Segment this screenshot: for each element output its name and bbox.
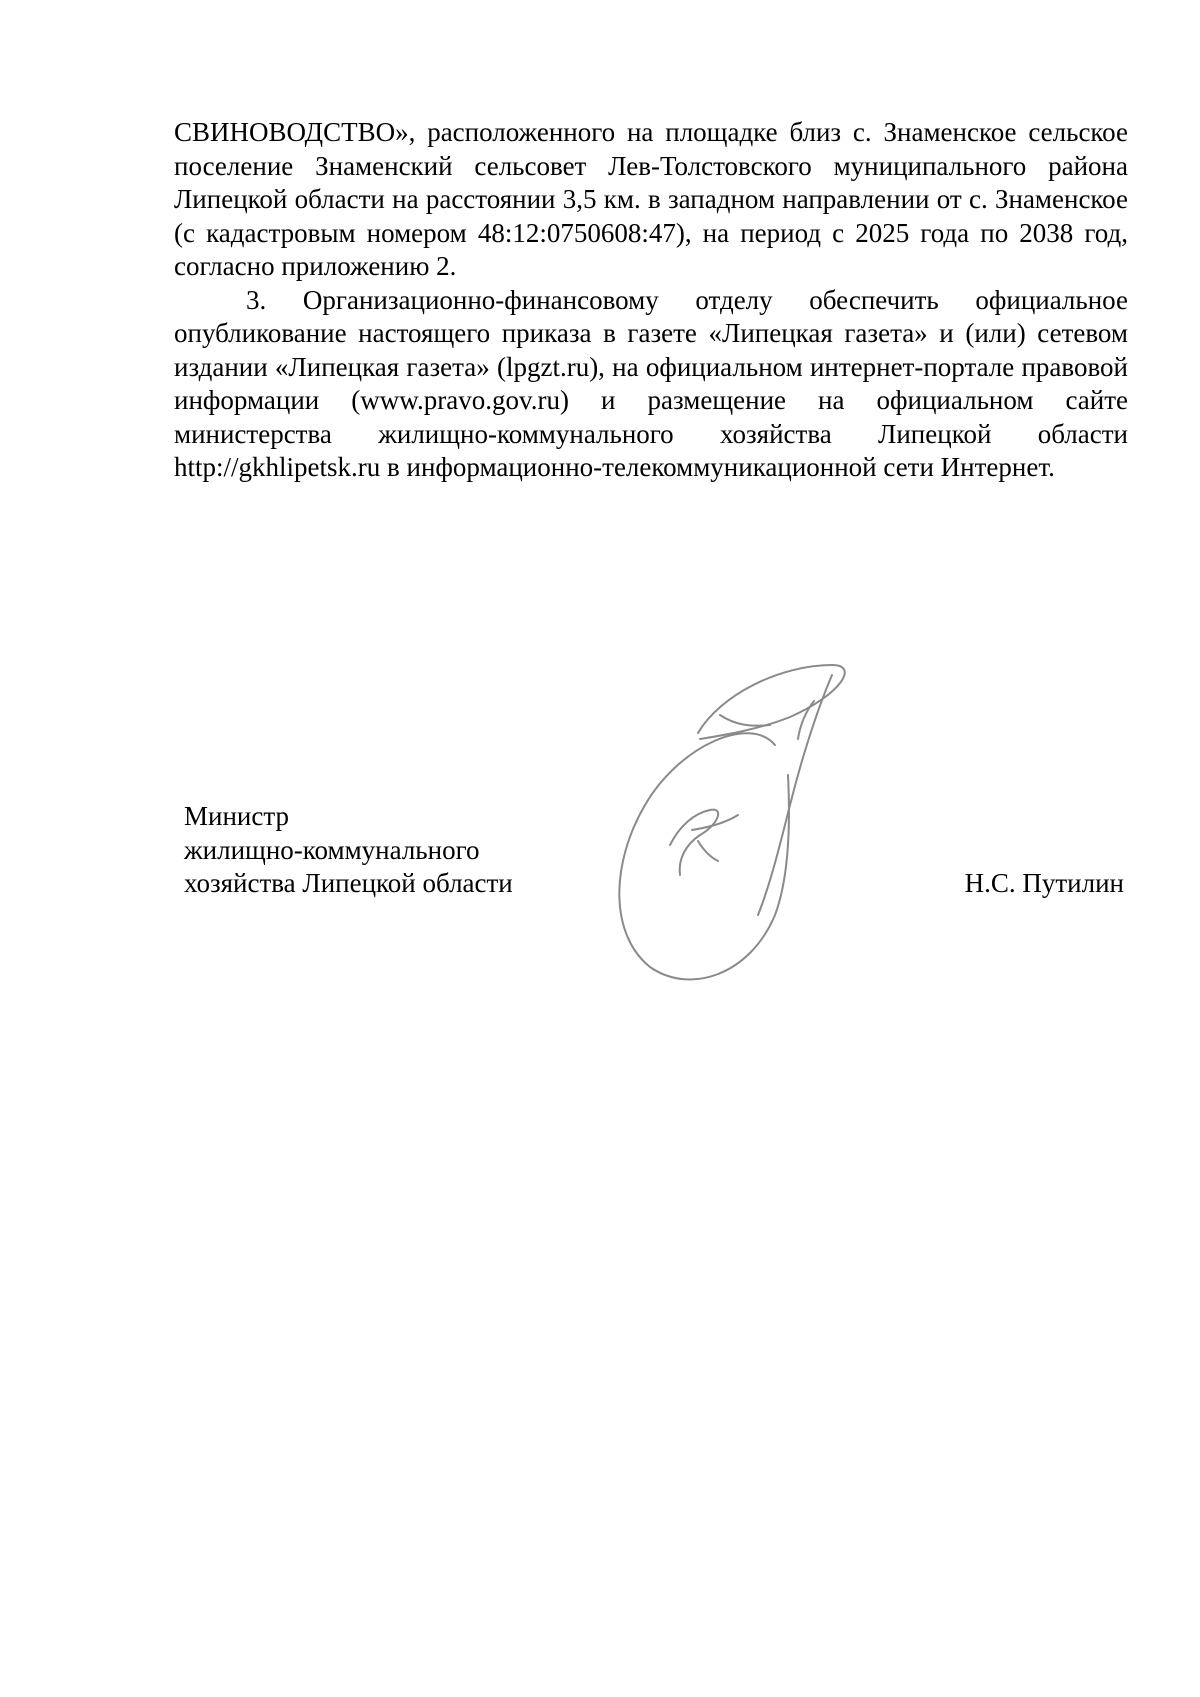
handwritten-signature <box>600 655 920 995</box>
paragraph-item-3: 3. Организационно-финансовому отделу обеспечить официальное опубликование настоящего приказа в газете «Липецкая газета» и (или) сетевом издании «Липецкая газета» (lpgzt.ru), на официальном интернет-портале правовой информации (www.pravo.gov.ru) и размещение на официальном сайте министерства жилищно-коммунального хозяйства Липецкой области http://gkhlipetsk.ru в информационно-телекоммуникационной сети Интернет. <box>174 284 1128 482</box>
signatory-name: Н.С. Путилин <box>964 868 1124 898</box>
position-line: хозяйства Липецкой области <box>184 868 513 898</box>
document-body <box>174 116 1128 485</box>
paragraph-continuation: СВИНОВОДСТВО», расположенного на площадке близ с. Знаменское сельское поселение Знаменский сельсовет Лев-Толстовского муниципального района Липецкой области на расстоянии 3,5 км. в западном направлении от с. Знаменское (с кадастровым номером 48:12:0750608:47), на период с 2025 года по 2038 год, согласно приложению 2. <box>174 117 1128 281</box>
signatory-position <box>184 800 513 901</box>
position-line: Министр <box>184 801 289 831</box>
position-line: жилищно-коммунального <box>184 834 480 865</box>
